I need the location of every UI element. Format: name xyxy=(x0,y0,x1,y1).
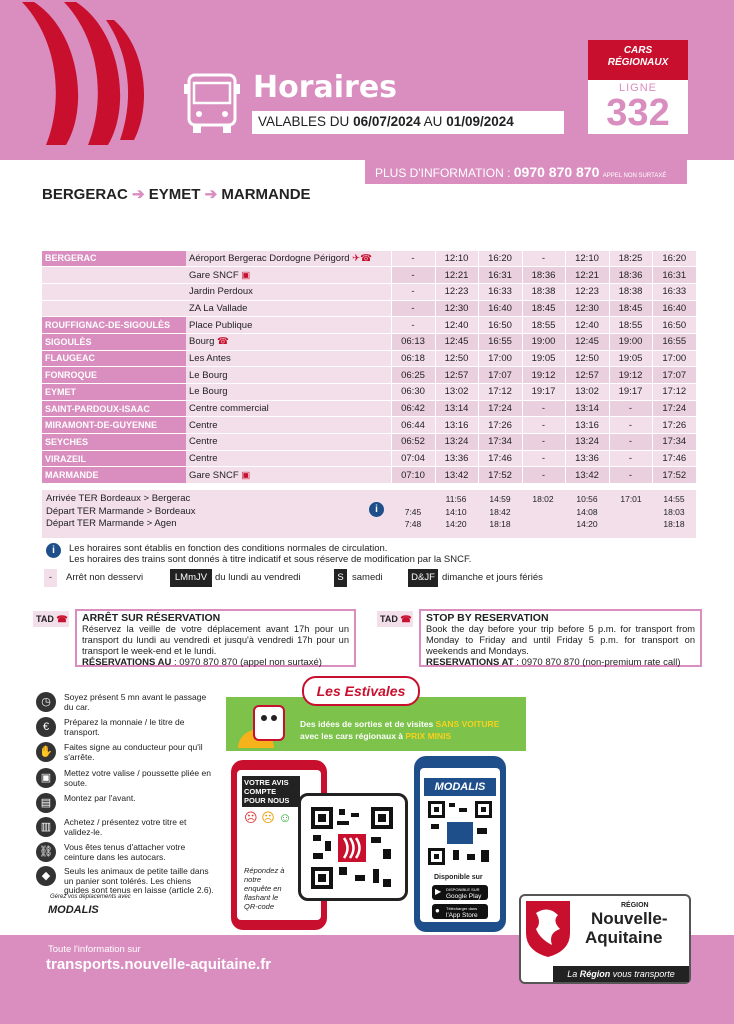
pet-icon: ◆ xyxy=(36,866,56,886)
time-cell: 12:45 xyxy=(565,333,609,350)
time-cell: 17:24 xyxy=(478,400,522,417)
time-cell: 13:42 xyxy=(565,467,609,484)
stop-place xyxy=(186,434,391,451)
table-row xyxy=(42,367,696,384)
legend-djf-box: D&JF xyxy=(408,569,438,587)
time-cell: 16:33 xyxy=(652,283,696,300)
ter-label: Départ TER Marmande > Agen xyxy=(46,518,177,529)
play-icon: ▶ xyxy=(435,887,442,896)
time-cell: 17:34 xyxy=(652,434,696,451)
place-label: Bourg xyxy=(189,336,215,348)
stop-name: FLAUGEAC xyxy=(42,350,186,367)
google-play-button[interactable]: ▶ DISPONIBLE SUR Google Play xyxy=(432,885,488,900)
reservation-title: ARRÊT SUR RÉSERVATION xyxy=(82,612,221,624)
time-cell: 12:30 xyxy=(565,300,609,317)
time-cell: 18:36 xyxy=(522,267,565,284)
timetable xyxy=(42,203,696,484)
ter-time: 10:56 xyxy=(576,494,598,504)
stop-name xyxy=(42,300,186,317)
bus-front-icon: ▤ xyxy=(36,793,56,813)
stop-name: EYMET xyxy=(42,384,186,401)
legend-dash-text: Arrêt non desservi xyxy=(66,572,144,583)
place-label: Le Bourg xyxy=(189,386,228,398)
tip-text: Achetez / présentez votre titre et validez-le. xyxy=(64,817,187,837)
time-cell: 12:21 xyxy=(565,267,609,284)
time-cell: - xyxy=(522,417,565,434)
time-cell: 16:40 xyxy=(652,300,696,317)
time-cell: - xyxy=(522,434,565,451)
table-row xyxy=(42,350,696,367)
time-cell: 13:36 xyxy=(435,450,478,467)
hand-icon: ✋ xyxy=(36,742,56,762)
time-cell: - xyxy=(609,467,652,484)
time-cell: 17:07 xyxy=(652,367,696,384)
time-cell: 17:24 xyxy=(652,400,696,417)
time-cell: 13:24 xyxy=(435,434,478,451)
time-cell: 12:10 xyxy=(565,250,609,267)
ter-time: 18:03 xyxy=(663,506,685,517)
time-cell: 18:25 xyxy=(609,250,652,267)
tip-text: Préparez la monnaie / le titre de transport. xyxy=(64,717,185,737)
arrow-icon: ➔ xyxy=(204,186,218,203)
time-cell: 12:50 xyxy=(435,350,478,367)
tad-badge: TAD ☎ xyxy=(33,611,69,627)
time-cell: - xyxy=(391,300,435,317)
region-emblem-icon xyxy=(524,899,572,957)
time-cell: 07:04 xyxy=(391,450,435,467)
time-cell: 13:16 xyxy=(565,417,609,434)
time-cell: 06:13 xyxy=(391,333,435,350)
legend-s-box: S xyxy=(334,569,347,587)
ter-label: Départ TER Marmande > Bordeaux xyxy=(46,505,196,517)
region-tagline: La Région vous transporte xyxy=(553,966,689,982)
time-cell: 19:17 xyxy=(609,384,652,401)
plane-phone-icon: ✈☎ xyxy=(349,252,372,264)
time-cell: 17:00 xyxy=(652,350,696,367)
time-cell: 16:55 xyxy=(478,333,522,350)
ticket-icon: ▥ xyxy=(36,817,56,837)
stop-name: VIRAZEIL xyxy=(42,450,186,467)
time-cell: 18:38 xyxy=(609,283,652,300)
legend-lmmjv-box: LMmJV xyxy=(170,569,212,587)
time-cell: 13:16 xyxy=(435,417,478,434)
bus-mascot-icon xyxy=(236,700,296,748)
table-row xyxy=(42,467,696,484)
table-row xyxy=(42,317,696,334)
estivales-logo: Les Estivales xyxy=(302,676,420,706)
clock-icon: ◷ xyxy=(36,692,56,712)
time-cell: 18:55 xyxy=(522,317,565,334)
ter-time: 7:48 xyxy=(404,519,422,529)
survey-qr-code[interactable] xyxy=(309,805,395,891)
stop-place xyxy=(186,333,391,350)
tip-text: Soyez présent 5 mn avant le passage du car. xyxy=(64,692,207,712)
route-title: BERGERAC ➔ EYMET ➔ MARMANDE xyxy=(42,186,311,203)
time-cell: 19:00 xyxy=(609,333,652,350)
region-label: RÉGION xyxy=(621,902,649,909)
reservation-title: STOP BY RESERVATION xyxy=(426,612,549,624)
ter-time: 14:59 xyxy=(489,494,511,504)
time-cell: 16:20 xyxy=(478,250,522,267)
time-cell: 06:42 xyxy=(391,400,435,417)
modalis-logo: MODALIS xyxy=(48,904,99,916)
time-cell: 19:12 xyxy=(609,367,652,384)
table-row xyxy=(42,267,696,284)
time-cell: 06:52 xyxy=(391,434,435,451)
time-cell: 16:33 xyxy=(478,283,522,300)
time-cell: - xyxy=(522,467,565,484)
time-cell: 17:12 xyxy=(652,384,696,401)
time-cell: 12:23 xyxy=(565,283,609,300)
ter-time: 17:01 xyxy=(620,494,642,504)
place-label: ZA La Vallade xyxy=(189,302,248,314)
reservation-body: Réservez la veille de votre déplacement avant 17h pour un transport du lundi au vendredi et jusqu'à vendredi 17h pour un transport le week-end et le lundi. xyxy=(82,624,349,656)
time-cell: 18:45 xyxy=(609,300,652,317)
place-label: Centre xyxy=(189,419,218,431)
table-row xyxy=(42,250,696,267)
table-row xyxy=(42,450,696,467)
region-name-1: Nouvelle- xyxy=(591,909,668,928)
survey-header: VOTRE AVIS COMPTE POUR NOUS xyxy=(242,776,300,807)
time-cell: 16:20 xyxy=(652,250,696,267)
train-icon: ▣ xyxy=(238,469,251,481)
time-cell: - xyxy=(609,400,652,417)
time-cell: 13:02 xyxy=(435,384,478,401)
apple-icon: ● xyxy=(435,906,440,915)
table-row xyxy=(42,384,696,401)
time-cell: - xyxy=(609,450,652,467)
stop-place xyxy=(186,300,391,317)
time-cell: 12:40 xyxy=(435,317,478,334)
time-cell: 16:31 xyxy=(652,267,696,284)
region-logo xyxy=(519,894,691,984)
line-number: 332 xyxy=(606,92,670,134)
time-cell: 19:17 xyxy=(522,384,565,401)
tip-text: Montez par l'avant. xyxy=(64,793,136,803)
legend-djf-text: dimanche et jours fériés xyxy=(442,572,543,583)
time-cell: 06:25 xyxy=(391,367,435,384)
time-cell: 17:07 xyxy=(478,367,522,384)
time-cell: 12:21 xyxy=(435,267,478,284)
ter-time: 18:18 xyxy=(663,519,685,529)
reservation-body: Book the day before your trip before 5 p.m. for transport from Monday to Friday and until Friday 5 p.m. for transport on weekends and Mondays. xyxy=(426,624,695,656)
stop-place xyxy=(186,267,391,284)
stop-place xyxy=(186,317,391,334)
managed-by: Gérez vos déplacements avec xyxy=(50,894,131,900)
stop-place xyxy=(186,384,391,401)
stop-name: SAINT-PARDOUX-ISAAC xyxy=(42,400,186,417)
time-cell: 17:34 xyxy=(478,434,522,451)
time-cell: - xyxy=(609,417,652,434)
time-cell: - xyxy=(391,283,435,300)
place-label: Gare SNCF xyxy=(189,269,239,281)
time-cell: 16:40 xyxy=(478,300,522,317)
reservation-box-fr: ARRÊT SUR RÉSERVATION Réservez la veille de votre déplacement avant 17h pour un transport du lundi au vendredi et jusqu'à vendredi 17h pour un transport le week-end et le lundi. RÉSERVATIONS AU : 0970 870 870 (appel non surtaxé) xyxy=(75,609,356,667)
time-cell: 17:12 xyxy=(478,384,522,401)
info-bar: PLUS D'INFORMATION : 0970 870 870 APPEL NON SURTAXÉ xyxy=(365,160,687,184)
time-cell: 13:14 xyxy=(435,400,478,417)
estivales-line1: Des idées de sorties et de visites SANS VOITURE xyxy=(300,719,500,729)
time-cell: 17:46 xyxy=(478,450,522,467)
stop-name: SIGOULÈS xyxy=(42,333,186,350)
time-cell: 12:45 xyxy=(435,333,478,350)
time-cell: 12:57 xyxy=(435,367,478,384)
stop-name: MARMANDE xyxy=(42,467,186,484)
stop-place xyxy=(186,450,391,467)
place-label: Centre xyxy=(189,453,218,465)
legend-lmmjv-text: du lundi au vendredi xyxy=(215,572,301,583)
ter-time: 14:55 xyxy=(663,494,685,504)
ter-time: 18:18 xyxy=(489,519,511,529)
modalis-qr-code[interactable] xyxy=(427,800,493,866)
tip-text: Mettez votre valise / poussette pliée en soute. xyxy=(64,768,211,788)
tad-badge: TAD ☎ xyxy=(377,611,413,627)
footer-info-label: Toute l'information sur xyxy=(48,944,141,955)
header-spacer xyxy=(42,203,696,250)
table-row xyxy=(42,400,696,417)
note-circulation: Les horaires sont établis en fonction des conditions normales de circulation. xyxy=(69,543,388,554)
time-cell: 13:24 xyxy=(565,434,609,451)
ter-time: 14:20 xyxy=(445,519,467,529)
stop-name: SEYCHES xyxy=(42,434,186,451)
ter-time: 18:02 xyxy=(532,494,554,504)
place-label: Les Antes xyxy=(189,352,231,364)
place-label: Centre commercial xyxy=(189,403,269,415)
time-cell: 16:31 xyxy=(478,267,522,284)
time-cell: 18:55 xyxy=(609,317,652,334)
table-row xyxy=(42,434,696,451)
legend-dash-box: - xyxy=(44,569,57,587)
info-icon: i xyxy=(46,543,61,558)
ter-label: Arrivée TER Bordeaux > Bergerac xyxy=(46,493,191,504)
time-cell: 19:05 xyxy=(522,350,565,367)
time-cell: 13:36 xyxy=(565,450,609,467)
luggage-icon: ▣ xyxy=(36,768,56,788)
phone-icon: ☎ xyxy=(214,336,229,348)
time-cell: 16:50 xyxy=(478,317,522,334)
time-cell: 19:12 xyxy=(522,367,565,384)
smiley-icons: ☹ ☹ ☺ xyxy=(244,810,292,825)
ter-time: 14:20 xyxy=(576,519,598,529)
reservation-box-en: STOP BY RESERVATION Book the day before your trip before 5 p.m. for transport from Monday to Friday and until Friday 5 p.m. for transport on weekends and Mondays. RESERVATIONS AT : 0970 870 870 (non-premium rate call) xyxy=(419,609,702,667)
footer-url[interactable]: transports.nouvelle-aquitaine.fr xyxy=(46,956,272,973)
ter-time: 11:56 xyxy=(445,494,467,504)
stop-place xyxy=(186,350,391,367)
time-cell: 18:36 xyxy=(609,267,652,284)
place-label: Le Bourg xyxy=(189,369,228,381)
modalis-app-logo: MODALIS xyxy=(424,778,496,796)
stop-name: BERGERAC xyxy=(42,250,186,267)
note-sncf: Les horaires des trains sont donnés à titre indicatif et sous réserve de modification par la SNCF. xyxy=(69,554,472,565)
time-cell: 18:45 xyxy=(522,300,565,317)
ter-connections xyxy=(42,490,696,538)
time-cell: 12:10 xyxy=(435,250,478,267)
time-cell: 17:52 xyxy=(478,467,522,484)
app-store-button[interactable]: ● Télécharger dans l'App Store xyxy=(432,904,488,919)
bus-icon xyxy=(183,72,241,136)
table-row xyxy=(42,333,696,350)
stop-name: FONROQUE xyxy=(42,367,186,384)
ter-time: 14:10 xyxy=(445,506,467,517)
stop-place xyxy=(186,467,391,484)
available-label: Disponible sur xyxy=(434,874,483,881)
ter-time: 14:08 xyxy=(576,506,598,517)
time-cell: - xyxy=(391,250,435,267)
stop-name: ROUFFIGNAC-DE-SIGOULÈS xyxy=(42,317,186,334)
time-cell: 17:26 xyxy=(652,417,696,434)
time-cell: 13:02 xyxy=(565,384,609,401)
line-number-box xyxy=(588,40,688,134)
stop-place xyxy=(186,367,391,384)
time-cell: 17:26 xyxy=(478,417,522,434)
time-cell: 06:18 xyxy=(391,350,435,367)
time-cell: 18:38 xyxy=(522,283,565,300)
time-cell: 12:57 xyxy=(565,367,609,384)
stop-name xyxy=(42,283,186,300)
time-cell: 17:46 xyxy=(652,450,696,467)
page-title: Horaires xyxy=(253,70,398,105)
tip-text: Vous êtes tenus d'attacher votre ceinture dans les autocars. xyxy=(64,842,186,862)
time-cell: 13:14 xyxy=(565,400,609,417)
legend-s-text: samedi xyxy=(352,572,383,583)
euro-icon: € xyxy=(36,717,56,737)
brand-chevrons-logo xyxy=(20,0,160,150)
time-cell: - xyxy=(522,400,565,417)
seatbelt-icon: ⛓ xyxy=(36,842,56,862)
time-cell: - xyxy=(391,267,435,284)
region-name-2: Aquitaine xyxy=(585,928,663,947)
time-cell: 17:52 xyxy=(652,467,696,484)
place-label: Jardin Perdoux xyxy=(189,286,253,298)
tip-text: Faites signe au conducteur pour qu'il s'arrête. xyxy=(64,742,203,762)
time-cell: 12:30 xyxy=(435,300,478,317)
time-cell: 06:30 xyxy=(391,384,435,401)
place-label: Aéroport Bergerac Dordogne Périgord xyxy=(189,252,350,264)
ter-time: 7:45 xyxy=(404,506,422,517)
stop-place xyxy=(186,250,391,267)
table-row xyxy=(42,283,696,300)
time-cell: 12:50 xyxy=(565,350,609,367)
ligne-label: LIGNE xyxy=(618,82,657,94)
phone-icon: ☎ xyxy=(400,614,412,624)
info-phone[interactable]: 0970 870 870 xyxy=(513,164,600,180)
tip-text: Seuls les animaux de petite taille dans un panier sont tolérés. Les chiens guides sont tenus en laisse (article 2.6). xyxy=(64,866,214,895)
time-cell: 19:05 xyxy=(609,350,652,367)
time-cell: 19:00 xyxy=(522,333,565,350)
time-cell: 06:44 xyxy=(391,417,435,434)
place-label: Place Publique xyxy=(189,319,253,331)
info-icon: i xyxy=(369,502,384,517)
time-cell: 07:10 xyxy=(391,467,435,484)
ter-time: 18:42 xyxy=(489,506,511,517)
stop-name xyxy=(42,267,186,284)
time-cell: 13:42 xyxy=(435,467,478,484)
phone-icon: ☎ xyxy=(56,614,68,624)
time-cell: 12:23 xyxy=(435,283,478,300)
table-row xyxy=(42,417,696,434)
place-label: Gare SNCF xyxy=(189,469,239,481)
train-icon: ▣ xyxy=(238,269,251,281)
time-cell: 17:00 xyxy=(478,350,522,367)
table-row xyxy=(42,300,696,317)
validity-dates: VALABLES DU 06/07/2024 AU 01/09/2024 xyxy=(252,111,564,134)
time-cell: 12:40 xyxy=(565,317,609,334)
stop-place xyxy=(186,283,391,300)
stop-name: MIRAMONT-DE-GUYENNE xyxy=(42,417,186,434)
time-cell: - xyxy=(391,317,435,334)
time-cell: - xyxy=(609,434,652,451)
arrow-icon: ➔ xyxy=(132,186,145,203)
time-cell: 16:55 xyxy=(652,333,696,350)
place-label: Centre xyxy=(189,436,218,448)
stop-place xyxy=(186,400,391,417)
stop-place xyxy=(186,417,391,434)
survey-text: Répondez à notre enquête en flashant le QR-code xyxy=(244,866,285,911)
time-cell: - xyxy=(522,250,565,267)
time-cell: - xyxy=(522,450,565,467)
estivales-line2: avec les cars régionaux à PRIX MINIS xyxy=(300,731,452,741)
time-cell: 16:50 xyxy=(652,317,696,334)
cars-regionaux-badge: CARS RÉGIONAUX xyxy=(588,40,688,80)
